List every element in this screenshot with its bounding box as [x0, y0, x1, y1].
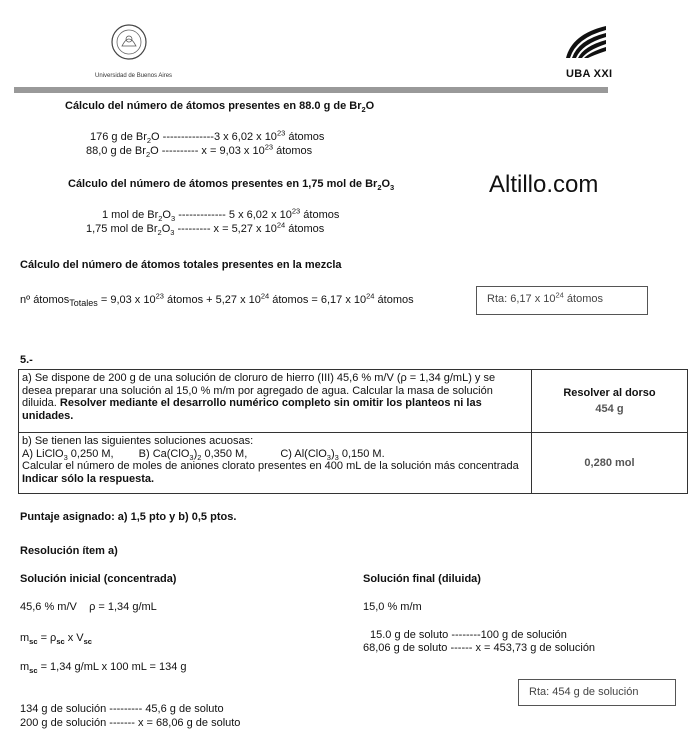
puntaje: Puntaje asignado: a) 1,5 pto y b) 0,5 ptos.: [20, 511, 237, 523]
mass-calculation: $m_{sc} = 1,34$ g/mL x 100 mL = 134 g: [20, 661, 187, 676]
header-divider: [14, 87, 608, 93]
section1-line1: 176 g de $Br_2O$ --------------3 x 6,02 x $10^{23}$ átomos: [90, 128, 325, 146]
total-atoms-equation: nº átomos$_{Totales}$ = 9,03 x $10^{23}$ átomos + 5,27 x $10^{24}$ átomos = 6,17 x $10^{24}$ átomos: [20, 291, 414, 309]
question-b-intro: b) Se tienen las siguientes soluciones acuosas:: [22, 435, 254, 447]
question-b-task: Calcular el número de moles de aniones clorato presentes en 400 mL de la solución más concentrada Indicar sólo la respuesta.: [22, 460, 519, 485]
option-b: B) $Ca(ClO_3)_2$ 0,350 M,: [138, 447, 248, 462]
final-concentration: 15,0 % m/m: [363, 601, 422, 613]
answer-atoms: Rta: 6,17 x $10^{24}$ átomos: [487, 290, 603, 305]
section2-line2: 1,75 mol de $Br_2O_3$ --------- x = 5,27 x $10^{24}$ átomos: [86, 220, 325, 238]
logo-text: UBA XXI: [566, 68, 613, 80]
question-a-answer-cell: [532, 370, 688, 433]
question-b-answer-cell: [532, 433, 688, 494]
question-table: [18, 369, 688, 494]
final-solution-title: Solución final (diluida): [363, 573, 481, 585]
resolver-al-dorso: Resolver al dorso: [563, 386, 656, 399]
question-b-options: [22, 448, 528, 461]
mass-formula: $m_{sc} = \rho_{sc}$ x $V_{sc}$: [20, 632, 92, 647]
question-number: 5.-: [20, 354, 33, 366]
answer-box-solution: [518, 679, 676, 706]
answer-b-value: 0,280 mol: [584, 456, 635, 469]
option-c: C) $Al(ClO_3)_3$ 0,150 M.: [280, 447, 385, 462]
option-a: A) LiClO$_3$ 0,250 M,: [22, 447, 114, 462]
answer-box-atoms: [476, 286, 648, 315]
question-a-row: [19, 370, 688, 433]
solute-line1: 134 g de solución --------- 45,6 g de soluto: [20, 703, 224, 715]
university-seal-logo: [110, 22, 148, 62]
university-name: Universidad de Buenos Aires: [95, 73, 173, 79]
section1-title: Cálculo del número de átomos presentes en 88.0 g de $Br_2O$: [65, 100, 375, 115]
section2-line1: 1 mol de $Br_2O_3$ ------------- 5 x 6,02 x $10^{23}$ átomos: [102, 206, 340, 224]
answer-solution: Rta: 454 g de solución: [529, 686, 639, 698]
initial-solution-title: Solución inicial (concentrada): [20, 573, 177, 585]
initial-concentration: 45,6 % m/V ρ = 1,34 g/mL: [20, 601, 157, 613]
uba-xxi-logo: [562, 24, 610, 60]
final-line1: 15.0 g de soluto --------100 g de solución: [370, 629, 567, 641]
question-b-row: [19, 433, 688, 494]
section2-title: Cálculo del número de átomos presentes en 1,75 mol de $Br_2O_3$: [68, 178, 395, 193]
question-a-text: a) Se dispone de 200 g de una solución de cloruro de hierro (III) 45,6 % m/V (ρ = 1,34 g/mL) y se desea preparar una solución al 15,0 % m/m por agregado de agua. Calcular la masa de solución diluida. Resolver mediante el desarrollo numérico completo sin omitir los planteos ni las unidades.: [19, 370, 532, 433]
question-b-text: [19, 433, 532, 494]
final-line2: 68,06 g de soluto ------ x = 453,73 g de solución: [363, 642, 596, 654]
solute-line2: 200 g de solución ------- x = 68,06 g de soluto: [20, 717, 241, 729]
answer-a-value: 454 g: [595, 403, 624, 415]
watermark: Altillo.com: [489, 171, 599, 198]
resolution-title: Resolución ítem a): [20, 545, 118, 557]
section3-title: Cálculo del número de átomos totales presentes en la mezcla: [20, 259, 342, 271]
section1-line2: 88,0 g de $Br_2O$ ---------- x = 9,03 x $10^{23}$ átomos: [86, 142, 313, 160]
